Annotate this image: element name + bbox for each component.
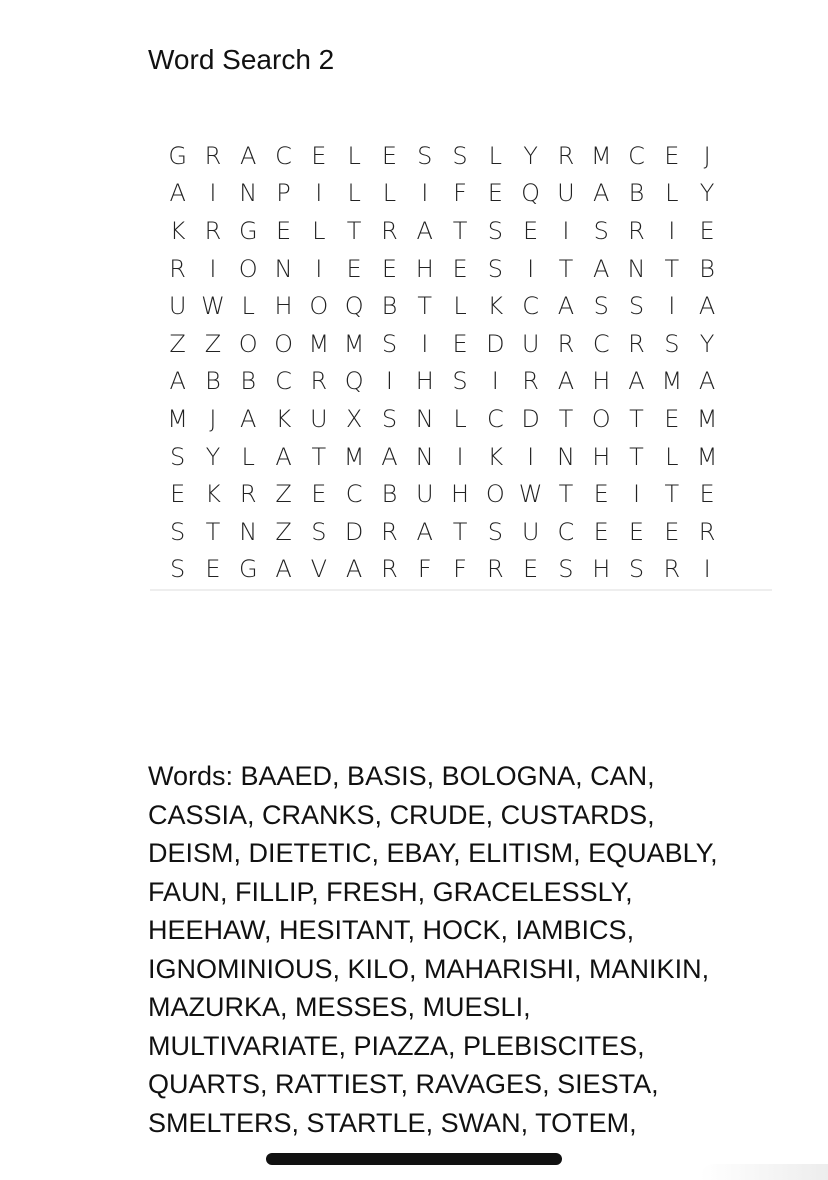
grid-letter: K xyxy=(169,216,186,245)
grid-letter: H xyxy=(451,480,470,509)
grid-letter: R xyxy=(381,517,398,546)
grid-letter: S xyxy=(593,216,609,245)
grid-letter: T xyxy=(558,480,574,509)
grid-letter: A xyxy=(557,367,575,396)
grid-letter: O xyxy=(309,292,329,321)
grid-letter: S xyxy=(170,442,186,471)
grid-letter: P xyxy=(276,179,291,208)
grid-letter: I xyxy=(668,292,676,321)
grid-letter: U xyxy=(521,517,540,546)
grid-letter: E xyxy=(205,555,221,584)
grid-letter: A xyxy=(381,442,398,471)
grid-letter: R xyxy=(557,329,575,358)
grid-letter: Q xyxy=(344,367,364,396)
grid-letter: O xyxy=(274,329,293,358)
grid-letter: C xyxy=(557,517,575,546)
grid-letter: Q xyxy=(521,179,541,208)
grid-letter: R xyxy=(239,480,257,509)
grid-row xyxy=(160,325,760,363)
grid-letter: I xyxy=(421,179,429,208)
grid-letter: E xyxy=(523,216,539,245)
grid-letter: R xyxy=(628,216,645,245)
grid-letter: K xyxy=(205,480,221,509)
grid-letter: T xyxy=(558,404,574,433)
grid-letter: A xyxy=(416,216,433,245)
grid-letter: S xyxy=(170,517,186,546)
grid-letter: E xyxy=(664,141,680,170)
grid-letter: A xyxy=(240,404,257,433)
grid-letter: S xyxy=(381,329,398,358)
grid-letter: T xyxy=(664,254,680,283)
grid-letter: S xyxy=(452,141,468,170)
grid-letter: W xyxy=(518,480,543,509)
word-list-line: CASSIA, CRANKS, CRUDE, CUSTARDS, xyxy=(148,799,655,830)
word-list-line: Words: BAAED, BASIS, BOLOGNA, CAN, xyxy=(148,761,655,791)
grid-letter: G xyxy=(238,216,258,245)
grid-letter: C xyxy=(275,367,292,396)
grid-letter: V xyxy=(310,555,328,584)
grid-letter: A xyxy=(628,367,645,396)
grid-letter: T xyxy=(346,216,362,245)
grid-letter: E xyxy=(664,517,680,546)
word-list-line: MULTIVARIATE, PIAZZA, PLEBISCITES, xyxy=(148,1030,645,1061)
grid-letter: R xyxy=(628,329,645,358)
grid-row xyxy=(160,287,760,325)
grid-letter: M xyxy=(308,329,330,358)
letter-grid xyxy=(160,137,760,588)
grid-letter: A xyxy=(698,367,716,396)
grid-letter: T xyxy=(558,254,574,283)
grid-letter: I xyxy=(315,254,323,283)
grid-letter: A xyxy=(169,367,186,396)
grid-letter: L xyxy=(347,141,361,170)
grid-letter: A xyxy=(416,517,433,546)
corner-shadow xyxy=(700,1164,828,1180)
grid-letter: R xyxy=(169,254,186,283)
grid-letter: C xyxy=(345,480,363,509)
grid-letter: S xyxy=(628,555,645,584)
grid-letter: U xyxy=(521,329,540,358)
grid-letter: J xyxy=(209,404,217,433)
grid-row xyxy=(160,400,760,438)
divider xyxy=(150,589,772,591)
grid-letter: O xyxy=(238,254,258,283)
grid-letter: R xyxy=(557,141,575,170)
grid-letter: B xyxy=(699,254,715,283)
grid-letter: D xyxy=(344,517,364,546)
grid-letter: E xyxy=(452,254,468,283)
grid-letter: N xyxy=(239,179,258,208)
grid-row xyxy=(160,438,760,476)
grid-letter: N xyxy=(556,442,575,471)
grid-letter: I xyxy=(703,555,711,584)
grid-letter: H xyxy=(415,254,434,283)
grid-letter: O xyxy=(591,404,611,433)
grid-letter: T xyxy=(417,292,433,321)
grid-letter: T xyxy=(452,517,468,546)
grid-letter: I xyxy=(632,480,641,509)
word-list-line: MAZURKA, MESSES, MUESLI, xyxy=(148,992,531,1022)
grid-letter: B xyxy=(240,367,257,396)
grid-letter: N xyxy=(274,254,293,283)
word-list-line: HEEHAW, HESITANT, HOCK, IAMBICS, xyxy=(148,915,635,945)
grid-letter: I xyxy=(209,179,217,208)
grid-letter: C xyxy=(275,141,292,170)
grid-letter: I xyxy=(527,442,535,471)
grid-letter: A xyxy=(169,179,186,208)
word-list xyxy=(148,757,788,1142)
grid-letter: Z xyxy=(275,480,292,509)
grid-letter: S xyxy=(628,292,645,321)
grid-letter: N xyxy=(415,442,434,471)
grid-letter: A xyxy=(275,555,292,584)
grid-letter: N xyxy=(239,517,258,546)
grid-letter: T xyxy=(311,442,327,471)
grid-letter: R xyxy=(486,555,504,584)
grid-letter: H xyxy=(415,367,434,396)
grid-letter: A xyxy=(240,141,257,170)
grid-letter: H xyxy=(592,442,611,471)
grid-letter: T xyxy=(205,517,221,546)
grid-letter: R xyxy=(698,517,716,546)
grid-letter: Q xyxy=(344,292,364,321)
grid-letter: E xyxy=(452,329,468,358)
grid-letter: S xyxy=(311,517,327,546)
grid-letter: T xyxy=(629,442,644,471)
grid-letter: S xyxy=(381,404,398,433)
grid-letter: K xyxy=(487,292,504,321)
grid-letter: K xyxy=(275,404,292,433)
page-title: Word Search 2 xyxy=(148,44,335,75)
grid-letter: B xyxy=(205,367,221,396)
grid-letter: M xyxy=(590,141,612,170)
grid-letter: S xyxy=(487,517,503,546)
grid-letter: W xyxy=(201,292,225,321)
grid-letter: A xyxy=(275,442,292,471)
grid-letter: I xyxy=(315,179,323,208)
grid-row xyxy=(160,513,760,551)
grid-letter: R xyxy=(522,367,539,396)
grid-letter: L xyxy=(453,292,467,321)
grid-letter: M xyxy=(696,442,718,471)
grid-letter: M xyxy=(343,329,365,358)
grid-letter: L xyxy=(382,179,397,208)
grid-letter: A xyxy=(557,292,575,321)
grid-letter: U xyxy=(310,404,328,433)
grid-letter: T xyxy=(452,216,468,245)
grid-letter: L xyxy=(347,179,361,208)
grid-row xyxy=(160,212,760,250)
grid-letter: C xyxy=(522,292,539,321)
grid-letter: C xyxy=(628,141,645,170)
home-indicator[interactable] xyxy=(266,1153,562,1165)
grid-letter: D xyxy=(486,329,505,358)
grid-letter: B xyxy=(381,480,398,509)
grid-letter: E xyxy=(311,480,327,509)
grid-row xyxy=(160,250,760,288)
grid-letter: I xyxy=(209,254,217,283)
grid-letter: E xyxy=(346,254,362,283)
grid-letter: L xyxy=(241,442,255,471)
word-list-line: IGNOMINIOUS, KILO, MAHARISHI, MANIKIN, xyxy=(148,953,710,984)
grid-letter: E xyxy=(170,480,186,509)
grid-letter: S xyxy=(452,367,468,396)
grid-letter: R xyxy=(310,367,328,396)
grid-letter: A xyxy=(698,292,716,321)
grid-letter: Y xyxy=(699,179,715,208)
grid-letter: L xyxy=(453,404,467,433)
grid-letter: E xyxy=(699,480,715,509)
grid-letter: E xyxy=(381,141,398,170)
grid-letter: G xyxy=(238,555,258,584)
grid-letter: C xyxy=(592,329,610,358)
grid-letter: C xyxy=(486,404,504,433)
grid-letter: F xyxy=(417,555,432,584)
grid-letter: O xyxy=(238,329,258,358)
grid-letter: Z xyxy=(275,517,292,546)
grid-letter: K xyxy=(487,442,504,471)
grid-letter: U xyxy=(415,480,434,509)
grid-row xyxy=(160,175,760,213)
grid-letter: L xyxy=(665,442,679,471)
grid-letter: U xyxy=(168,292,187,321)
grid-row xyxy=(160,363,760,401)
grid-letter: T xyxy=(664,480,680,509)
grid-letter: S xyxy=(487,254,503,283)
grid-letter: I xyxy=(562,216,570,245)
grid-letter: R xyxy=(204,216,222,245)
grid-letter: E xyxy=(381,254,398,283)
grid-letter: B xyxy=(381,292,398,321)
grid-letter: H xyxy=(274,292,293,321)
grid-letter: E xyxy=(699,216,715,245)
grid-letter: S xyxy=(170,555,186,584)
grid-letter: G xyxy=(168,141,187,170)
grid-letter: E xyxy=(593,480,609,509)
grid-letter: M xyxy=(167,404,188,433)
word-list-line: FAUN, FILLIP, FRESH, GRACELESSLY, xyxy=(148,876,633,907)
grid-letter: E xyxy=(523,555,539,584)
grid-letter: S xyxy=(558,555,574,584)
grid-letter: Z xyxy=(204,329,222,358)
grid-letter: E xyxy=(593,517,609,546)
grid-letter: N xyxy=(415,404,434,433)
grid-letter: E xyxy=(628,517,645,546)
grid-letter: S xyxy=(664,329,680,358)
grid-letter: A xyxy=(593,179,610,208)
grid-row xyxy=(160,475,760,513)
grid-letter: S xyxy=(487,216,503,245)
grid-letter: M xyxy=(343,442,365,471)
grid-letter: R xyxy=(204,141,222,170)
grid-letter: H xyxy=(592,367,611,396)
grid-letter: R xyxy=(663,555,681,584)
grid-letter: S xyxy=(417,141,433,170)
grid-letter: I xyxy=(527,254,535,283)
grid-letter: F xyxy=(453,555,467,584)
grid-letter: I xyxy=(491,367,499,396)
grid-letter: B xyxy=(628,179,645,208)
grid-letter: O xyxy=(485,480,505,509)
grid-letter: I xyxy=(421,329,429,358)
grid-letter: U xyxy=(557,179,575,208)
grid-letter: E xyxy=(275,216,292,245)
grid-letter: F xyxy=(453,179,467,208)
word-list-line: SMELTERS, STARTLE, SWAN, TOTEM, xyxy=(148,1107,637,1138)
grid-letter: H xyxy=(592,555,611,584)
grid-letter: I xyxy=(456,442,464,471)
grid-letter: A xyxy=(345,555,363,584)
grid-letter: J xyxy=(703,141,711,170)
word-list-line: QUARTS, RATTIEST, RAVAGES, SIESTA, xyxy=(148,1069,659,1099)
grid-letter: Y xyxy=(699,329,715,358)
grid-letter: L xyxy=(665,179,679,208)
grid-letter: X xyxy=(345,404,363,433)
grid-letter: D xyxy=(521,404,540,433)
grid-letter: M xyxy=(696,404,718,433)
grid-letter: T xyxy=(629,404,644,433)
grid-letter: R xyxy=(381,555,398,584)
grid-letter: S xyxy=(593,292,609,321)
grid-row xyxy=(160,551,760,589)
grid-letter: R xyxy=(381,216,398,245)
grid-letter: I xyxy=(668,216,676,245)
grid-letter: Y xyxy=(205,442,221,471)
grid-letter: L xyxy=(312,216,326,245)
grid-letter: M xyxy=(661,367,683,396)
grid-letter: L xyxy=(241,292,255,321)
grid-letter: E xyxy=(487,179,503,208)
grid-letter: E xyxy=(311,141,327,170)
grid-row xyxy=(160,137,760,175)
grid-letter: N xyxy=(627,254,646,283)
grid-letter: E xyxy=(664,404,680,433)
grid-letter: Y xyxy=(523,141,538,170)
grid-letter: L xyxy=(488,141,502,170)
grid-letter: Z xyxy=(169,329,186,358)
grid-letter: I xyxy=(385,367,393,396)
word-list-line: DEISM, DIETETIC, EBAY, ELITISM, EQUABLY, xyxy=(148,838,718,868)
grid-letter: A xyxy=(593,254,610,283)
